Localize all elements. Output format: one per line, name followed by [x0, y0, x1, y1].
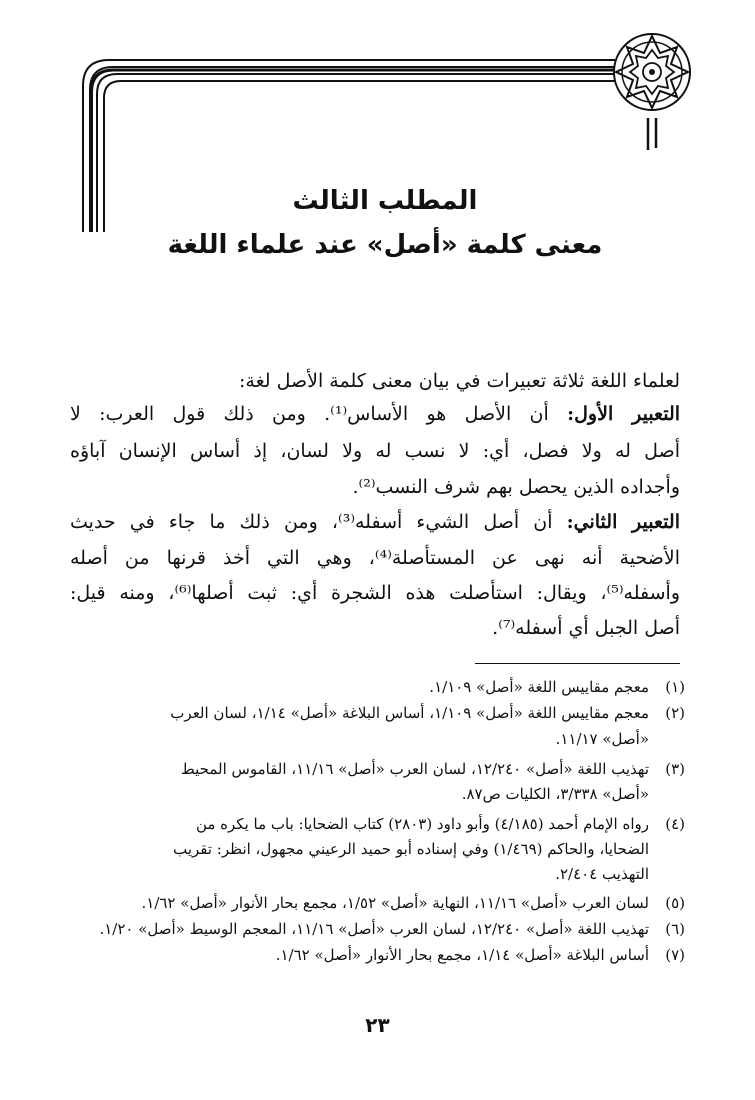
footnote-text: «أصل» ٣/٣٣٨، الكليات ص٨٧.	[461, 785, 649, 803]
second-expression-line-3: وأسفله⁽⁵⁾، ويقال: استأصلت هذه الشجرة أي: ثبت أصلها⁽⁶⁾، ومنه قيل:	[70, 582, 680, 604]
footnote-text: «أصل» ١١/١٧.	[555, 730, 649, 748]
footnote-text: تهذيب اللغة «أصل» ١٢/٢٤٠، لسان العرب «أصل» ١١/١٦، المعجم الوسيط «أصل» ١/٢٠.	[99, 920, 649, 938]
first-expression-line-3: وأجداده الذين يحصل بهم شرف النسب⁽²⁾.	[352, 476, 680, 498]
section-title: المطلب الثالث	[292, 186, 478, 216]
section-subtitle: معنى كلمة «أصل» عند علماء اللغة	[167, 230, 603, 260]
footnote-number: (٧)	[665, 946, 685, 964]
footnote-text: معجم مقاييس اللغة «أصل» ١/١٠٩، أساس البلاغة «أصل» ١/١٤، لسان العرب	[170, 704, 649, 722]
second-expression-text: أن أصل الشيء أسفله⁽³⁾، ومن ذلك ما جاء في حديث	[70, 511, 553, 533]
footnote-number: (٤)	[665, 815, 685, 833]
footnote-text: أساس البلاغة «أصل» ١/١٤، مجمع بحار الأنوار «أصل» ١/٦٢.	[275, 946, 649, 964]
footnote-text: معجم مقاييس اللغة «أصل» ١/١٠٩.	[429, 678, 649, 696]
main-text	[70, 370, 680, 650]
intro-line: لعلماء اللغة ثلاثة تعبيرات في بيان معنى كلمة الأصل لغة:	[239, 370, 680, 392]
ornament-icon	[614, 34, 690, 110]
second-expression-term: التعبير الثاني:	[566, 511, 680, 533]
footnote-text: التهذيب ٢/٤٠٤.	[555, 865, 649, 883]
footnote-number: (٥)	[665, 894, 685, 912]
second-expression-line-4: أصل الجبل أي أسفله⁽⁷⁾.	[492, 617, 680, 639]
first-expression-line-2: أصل له ولا فصل، أي: لا نسب له ولا لسان، إذ أساس الإنسان آباؤه	[70, 440, 680, 462]
footnote-number: (٦)	[665, 920, 685, 938]
page-number: ٢٣	[365, 1013, 390, 1037]
footnote-text: رواه الإمام أحمد (٤/١٨٥) وأبو داود (٢٨٠٣) كتاب الضحايا: باب ما يكره من	[195, 815, 649, 833]
footnote-number: (٢)	[665, 704, 685, 722]
footnote-divider	[475, 663, 680, 664]
second-expression-line-2: الأضحية أنه نهى عن المستأصلة⁽⁴⁾، وهي التي أخذ قرنها من أصله	[70, 547, 680, 569]
footnote-number: (١)	[665, 678, 685, 696]
footnote-number: (٣)	[665, 760, 685, 778]
footnote-text: لسان العرب «أصل» ١١/١٦، النهاية «أصل» ١/٥٢، مجمع بحار الأنوار «أصل» ١/٦٢.	[141, 894, 649, 912]
first-expression-line-1	[70, 403, 680, 425]
footnote-text: تهذيب اللغة «أصل» ١٢/٢٤٠، لسان العرب «أصل» ١١/١٦، القاموس المحيط	[180, 760, 649, 778]
second-expression-line-1	[70, 511, 680, 533]
first-expression-term: التعبير الأول:	[567, 403, 681, 425]
footnote-text: الضحايا، والحاكم (١/٤٦٩) وفي إسناده أبو حميد الرعيني مجهول، انظر: تقريب	[173, 840, 649, 858]
first-expression-text: أن الأصل هو الأساس⁽¹⁾. ومن ذلك قول العرب: لا	[70, 403, 549, 425]
footnotes	[70, 678, 685, 978]
